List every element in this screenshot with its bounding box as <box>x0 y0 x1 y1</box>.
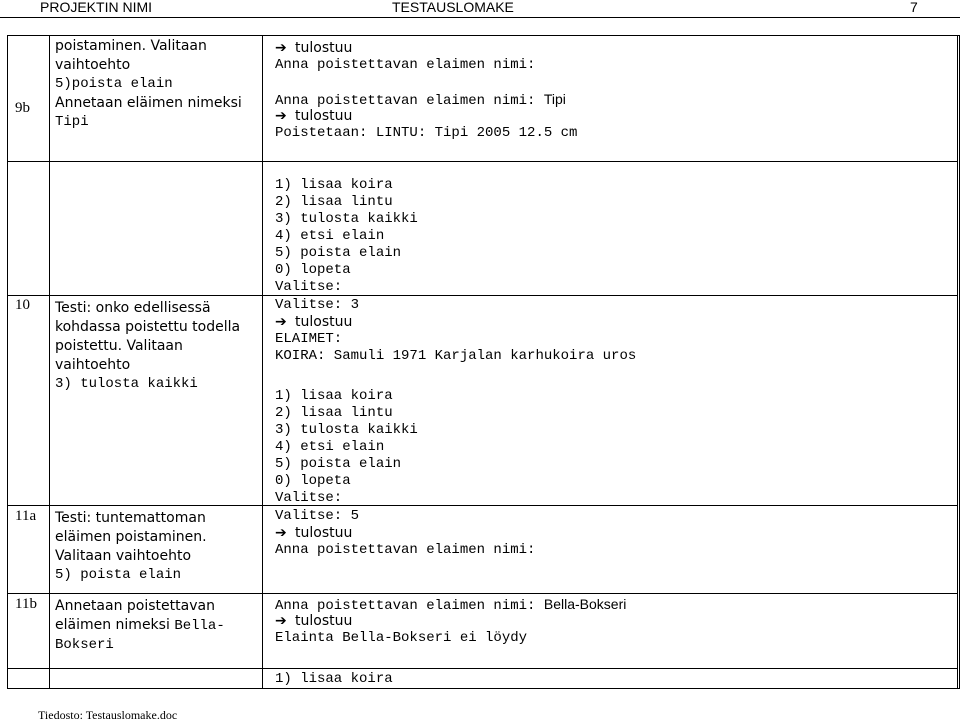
row-id-11a: 11a <box>15 508 37 524</box>
desc-line: Bella- <box>174 618 225 634</box>
col-divider-2 <box>262 35 263 688</box>
output-line: 1) lisaa koira <box>275 671 393 687</box>
desc-line: Annetaan eläimen nimeksi <box>55 95 242 111</box>
arrow-right-icon: ➔ <box>275 108 287 124</box>
row-divider-4 <box>7 593 958 594</box>
menu-line: 1) lisaa koira <box>275 388 393 404</box>
desc-line: eläimen poistaminen. <box>55 529 207 545</box>
menu-line: 3) tulosta kaikki <box>275 422 418 438</box>
output-line: Poistetaan: LINTU: Tipi 2005 12.5 cm <box>275 125 578 141</box>
desc-line: 5) poista elain <box>55 567 182 583</box>
arrow-right-icon: ➔ <box>275 40 287 56</box>
row-id-11b: 11b <box>15 596 37 612</box>
menu-line: 0) lopeta <box>275 473 351 489</box>
output-line: tulostuu <box>295 40 353 56</box>
menu-line: 2) lisaa lintu <box>275 194 393 210</box>
output-line: KOIRA: Samuli 1971 Karjalan karhukoira uros <box>275 348 637 364</box>
menu-line: 4) etsi elain <box>275 439 385 455</box>
row-11a-description <box>55 509 255 585</box>
row-divider-2 <box>7 295 958 296</box>
row-11a-output <box>275 508 535 559</box>
output-line: tulostuu <box>295 613 353 629</box>
menu-line: 4) etsi elain <box>275 228 385 244</box>
arrow-right-icon: ➔ <box>275 314 287 330</box>
page-footer: Tiedosto: Testauslomake.doc <box>38 708 178 722</box>
row-11b-description <box>55 597 255 655</box>
output-line: tulostuu <box>295 108 353 124</box>
row-10-output <box>275 297 636 365</box>
row-divider-3 <box>7 505 958 506</box>
output-line: Anna poistettavan elaimen nimi: <box>275 542 536 558</box>
header-rule <box>0 17 960 18</box>
desc-line: Tipi <box>55 114 89 130</box>
menu-block-1 <box>275 177 418 296</box>
page-number: 7 <box>910 0 918 15</box>
user-input: Bella-Bokseri <box>543 596 627 612</box>
menu-line: Valitse: <box>275 279 343 295</box>
row-id-10: 10 <box>15 297 30 313</box>
menu-line: 3) tulosta kaikki <box>275 211 418 227</box>
desc-line: 5)poista elain <box>55 76 173 92</box>
arrow-right-icon: ➔ <box>275 613 287 629</box>
row-9b-output <box>275 40 577 142</box>
row-divider-5 <box>7 668 958 669</box>
menu-line: 5) poista elain <box>275 456 402 472</box>
output-line: Anna poistettavan elaimen nimi: <box>275 57 536 73</box>
desc-line: Testi: tuntemattoman <box>55 510 206 526</box>
output-line: Valitse: 3 <box>275 297 360 313</box>
desc-line: Bokseri <box>55 637 114 653</box>
row-id-9b: 9b <box>15 100 30 116</box>
menu-block-2 <box>275 388 418 507</box>
row-9b-description <box>55 37 255 132</box>
desc-line: poistaminen. Valitaan <box>55 38 207 54</box>
desc-line: eläimen nimeksi <box>55 617 170 633</box>
row-11b-output <box>275 596 626 647</box>
menu-line: 5) poista elain <box>275 245 402 261</box>
row-10-description <box>55 299 255 394</box>
output-line: Anna poistettavan elaimen nimi: <box>275 598 536 614</box>
menu-line: 0) lopeta <box>275 262 351 278</box>
row-divider-1 <box>7 161 958 162</box>
output-line: tulostuu <box>295 525 353 541</box>
page-header <box>0 0 960 22</box>
desc-line: vaihtoehto <box>55 357 131 373</box>
output-line: tulostuu <box>295 314 353 330</box>
desc-line: poistettu. Valitaan <box>55 338 183 354</box>
desc-line: 3) tulosta kaikki <box>55 376 198 392</box>
desc-line: Testi: onko edellisessä <box>55 300 211 316</box>
output-line: Anna poistettavan elaimen nimi: <box>275 93 536 109</box>
project-name: PROJEKTIN NIMI <box>40 0 153 15</box>
col-divider-3 <box>957 35 958 688</box>
menu-line: 1) lisaa koira <box>275 177 393 193</box>
output-line: ELAIMET: <box>275 331 343 347</box>
col-divider-1 <box>49 35 50 688</box>
desc-line: Annetaan poistettavan <box>55 598 215 614</box>
output-line: Elainta Bella-Bokseri ei löydy <box>275 630 528 646</box>
last-row-output <box>275 671 393 688</box>
arrow-right-icon: ➔ <box>275 525 287 541</box>
document-title: TESTAUSLOMAKE <box>392 0 514 15</box>
menu-line: Valitse: <box>275 490 343 506</box>
desc-line: Valitaan vaihtoehto <box>55 548 192 564</box>
output-line: Valitse: 5 <box>275 508 360 524</box>
menu-line: 2) lisaa lintu <box>275 405 393 421</box>
desc-line: vaihtoehto <box>55 57 131 73</box>
user-input: Tipi <box>543 91 566 107</box>
desc-line: kohdassa poistettu todella <box>55 319 241 335</box>
